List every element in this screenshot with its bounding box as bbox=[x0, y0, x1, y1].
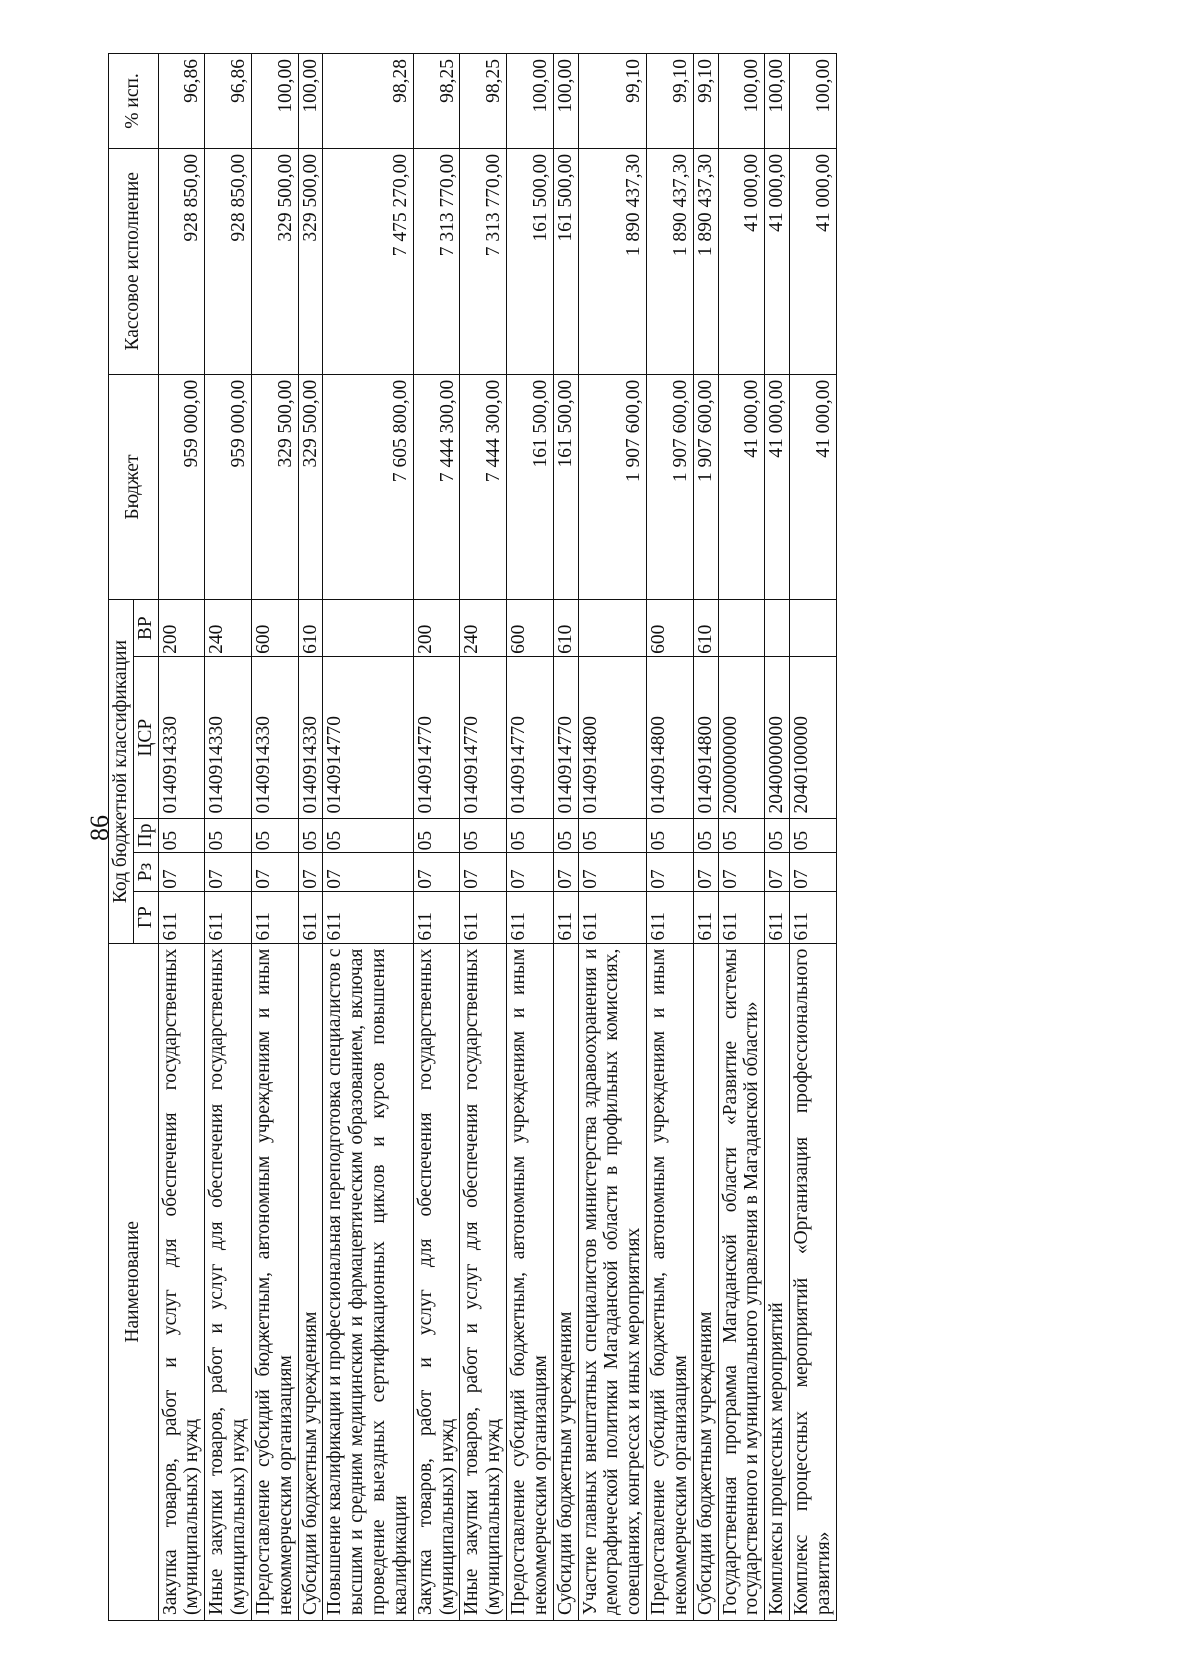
budget-table bbox=[108, 53, 837, 1621]
cell-pr: 05 bbox=[251, 819, 298, 853]
cell-percent: 96,86 bbox=[205, 54, 252, 149]
header-execution: Кассовое исполнение bbox=[109, 148, 159, 374]
cell-rz: 07 bbox=[718, 853, 765, 891]
cell-vr: 240 bbox=[460, 600, 507, 656]
cell-execution: 1 890 437,30 bbox=[647, 148, 694, 374]
cell-vr: 600 bbox=[647, 600, 694, 656]
cell-vr: 600 bbox=[507, 600, 554, 656]
cell-execution: 1 890 437,30 bbox=[578, 148, 646, 374]
cell-rz: 07 bbox=[790, 853, 837, 891]
cell-vr: 200 bbox=[158, 600, 205, 656]
cell-name: Иные закупки товаров, работ и услуг для обеспечения государственных (муниципальных) нужд bbox=[205, 943, 252, 1620]
cell-vr: 240 bbox=[205, 600, 252, 656]
table-row bbox=[693, 54, 718, 1621]
cell-gr: 611 bbox=[718, 891, 765, 943]
cell-percent: 100,00 bbox=[507, 54, 554, 149]
cell-rz: 07 bbox=[323, 853, 413, 891]
cell-percent: 100,00 bbox=[553, 54, 578, 149]
cell-pr: 05 bbox=[205, 819, 252, 853]
cell-gr: 611 bbox=[693, 891, 718, 943]
cell-rz: 07 bbox=[460, 853, 507, 891]
cell-percent: 100,00 bbox=[718, 54, 765, 149]
cell-name: Повышение квалификации и профессиональная переподготовка специалистов с высшим и средним медицинским и фармацевтическим образованием, включая проведение выездных сертификационных циклов и курсов повышения квалификации bbox=[323, 943, 413, 1620]
cell-budget: 7 444 300,00 bbox=[413, 374, 460, 600]
cell-percent: 98,25 bbox=[413, 54, 460, 149]
cell-pr: 05 bbox=[790, 819, 837, 853]
cell-budget: 1 907 600,00 bbox=[693, 374, 718, 600]
cell-execution: 1 890 437,30 bbox=[693, 148, 718, 374]
cell-execution: 7 475 270,00 bbox=[323, 148, 413, 374]
header-name: Наименование bbox=[109, 943, 159, 1620]
header-percent: % исп. bbox=[109, 54, 159, 149]
cell-csr: 0140914330 bbox=[251, 656, 298, 819]
header-budget: Бюджет bbox=[109, 374, 159, 600]
cell-pr: 05 bbox=[298, 819, 323, 853]
cell-gr: 611 bbox=[790, 891, 837, 943]
header-pr: Пр bbox=[133, 819, 158, 853]
cell-csr: 0140914770 bbox=[323, 656, 413, 819]
cell-pr: 05 bbox=[553, 819, 578, 853]
cell-vr bbox=[765, 600, 790, 656]
cell-budget: 7 605 800,00 bbox=[323, 374, 413, 600]
header-rz: Рз bbox=[133, 853, 158, 891]
cell-budget: 959 000,00 bbox=[158, 374, 205, 600]
cell-vr bbox=[578, 600, 646, 656]
cell-vr: 610 bbox=[553, 600, 578, 656]
cell-execution: 928 850,00 bbox=[205, 148, 252, 374]
cell-vr bbox=[790, 600, 837, 656]
cell-rz: 07 bbox=[765, 853, 790, 891]
cell-name: Предоставление субсидий бюджетным, автономным учреждениям и иным некоммерческим организациям bbox=[507, 943, 554, 1620]
cell-budget: 161 500,00 bbox=[553, 374, 578, 600]
header-code-group: Код бюджетной классификации bbox=[109, 600, 134, 943]
cell-pr: 05 bbox=[158, 819, 205, 853]
cell-gr: 611 bbox=[323, 891, 413, 943]
cell-percent: 98,25 bbox=[460, 54, 507, 149]
header-gr: ГР bbox=[133, 891, 158, 943]
table-row bbox=[507, 54, 554, 1621]
cell-name: Государственная программа Магаданской области «Развитие системы государственного и муниципального управления в Магаданской области» bbox=[718, 943, 765, 1620]
table-row bbox=[718, 54, 765, 1621]
cell-pr: 05 bbox=[647, 819, 694, 853]
cell-budget: 161 500,00 bbox=[507, 374, 554, 600]
cell-execution: 41 000,00 bbox=[765, 148, 790, 374]
cell-pr: 05 bbox=[765, 819, 790, 853]
cell-execution: 928 850,00 bbox=[158, 148, 205, 374]
cell-csr: 0140914330 bbox=[158, 656, 205, 819]
cell-name: Субсидии бюджетным учреждениям bbox=[693, 943, 718, 1620]
cell-gr: 611 bbox=[205, 891, 252, 943]
cell-percent: 99,10 bbox=[578, 54, 646, 149]
cell-csr: 0140914800 bbox=[578, 656, 646, 819]
cell-execution: 161 500,00 bbox=[507, 148, 554, 374]
cell-name: Предоставление субсидий бюджетным, автономным учреждениям и иным некоммерческим организациям bbox=[251, 943, 298, 1620]
cell-gr: 611 bbox=[413, 891, 460, 943]
cell-percent: 100,00 bbox=[765, 54, 790, 149]
cell-csr: 0140914330 bbox=[205, 656, 252, 819]
cell-rz: 07 bbox=[507, 853, 554, 891]
cell-rz: 07 bbox=[205, 853, 252, 891]
cell-rz: 07 bbox=[251, 853, 298, 891]
cell-budget: 7 444 300,00 bbox=[460, 374, 507, 600]
cell-gr: 611 bbox=[765, 891, 790, 943]
cell-rz: 07 bbox=[693, 853, 718, 891]
cell-percent: 99,10 bbox=[693, 54, 718, 149]
cell-pr: 05 bbox=[413, 819, 460, 853]
cell-pr: 05 bbox=[507, 819, 554, 853]
cell-percent: 100,00 bbox=[790, 54, 837, 149]
cell-name: Предоставление субсидий бюджетным, автономным учреждениям и иным некоммерческим организациям bbox=[647, 943, 694, 1620]
cell-csr: 0140914800 bbox=[693, 656, 718, 819]
cell-percent: 98,28 bbox=[323, 54, 413, 149]
cell-csr: 0140914770 bbox=[460, 656, 507, 819]
cell-vr: 610 bbox=[298, 600, 323, 656]
cell-vr bbox=[718, 600, 765, 656]
cell-gr: 611 bbox=[298, 891, 323, 943]
cell-pr: 05 bbox=[460, 819, 507, 853]
cell-csr: 0140914800 bbox=[647, 656, 694, 819]
table-row bbox=[647, 54, 694, 1621]
cell-vr: 610 bbox=[693, 600, 718, 656]
cell-csr: 0140914770 bbox=[507, 656, 554, 819]
cell-budget: 329 500,00 bbox=[251, 374, 298, 600]
page-number: 86 bbox=[85, 815, 114, 841]
cell-gr: 611 bbox=[507, 891, 554, 943]
cell-name: Закупка товаров, работ и услуг для обеспечения государственных (муниципальных) нужд bbox=[158, 943, 205, 1620]
cell-rz: 07 bbox=[158, 853, 205, 891]
header-csr: ЦСР bbox=[133, 656, 158, 819]
cell-execution: 41 000,00 bbox=[718, 148, 765, 374]
header-row-1 bbox=[109, 54, 134, 1621]
cell-budget: 1 907 600,00 bbox=[578, 374, 646, 600]
cell-pr: 05 bbox=[578, 819, 646, 853]
cell-execution: 329 500,00 bbox=[298, 148, 323, 374]
cell-pr: 05 bbox=[323, 819, 413, 853]
cell-budget: 41 000,00 bbox=[790, 374, 837, 600]
cell-vr: 600 bbox=[251, 600, 298, 656]
cell-percent: 99,10 bbox=[647, 54, 694, 149]
cell-name: Комплекс процессных мероприятий «Организация профессионального развития» bbox=[790, 943, 837, 1620]
table-row bbox=[158, 54, 205, 1621]
cell-execution: 329 500,00 bbox=[251, 148, 298, 374]
cell-csr: 0140914770 bbox=[413, 656, 460, 819]
table-row bbox=[251, 54, 298, 1621]
cell-csr: 2040000000 bbox=[765, 656, 790, 819]
cell-budget: 1 907 600,00 bbox=[647, 374, 694, 600]
cell-pr: 05 bbox=[718, 819, 765, 853]
cell-budget: 329 500,00 bbox=[298, 374, 323, 600]
cell-execution: 161 500,00 bbox=[553, 148, 578, 374]
cell-gr: 611 bbox=[460, 891, 507, 943]
cell-name: Субсидии бюджетным учреждениям bbox=[553, 943, 578, 1620]
cell-gr: 611 bbox=[578, 891, 646, 943]
table-row bbox=[578, 54, 646, 1621]
cell-budget: 959 000,00 bbox=[205, 374, 252, 600]
cell-percent: 100,00 bbox=[251, 54, 298, 149]
cell-name: Комплексы процессных мероприятий bbox=[765, 943, 790, 1620]
table-row bbox=[765, 54, 790, 1621]
table-row bbox=[790, 54, 837, 1621]
cell-rz: 07 bbox=[413, 853, 460, 891]
cell-rz: 07 bbox=[553, 853, 578, 891]
cell-percent: 100,00 bbox=[298, 54, 323, 149]
cell-rz: 07 bbox=[647, 853, 694, 891]
cell-gr: 611 bbox=[647, 891, 694, 943]
cell-vr bbox=[323, 600, 413, 656]
cell-vr: 200 bbox=[413, 600, 460, 656]
cell-csr: 2000000000 bbox=[718, 656, 765, 819]
table-body bbox=[158, 54, 836, 1621]
header-vr: ВР bbox=[133, 600, 158, 656]
cell-execution: 41 000,00 bbox=[790, 148, 837, 374]
cell-execution: 7 313 770,00 bbox=[460, 148, 507, 374]
table-row bbox=[323, 54, 413, 1621]
cell-name: Закупка товаров, работ и услуг для обеспечения государственных (муниципальных) нужд bbox=[413, 943, 460, 1620]
cell-gr: 611 bbox=[251, 891, 298, 943]
cell-csr: 0140914770 bbox=[553, 656, 578, 819]
cell-gr: 611 bbox=[158, 891, 205, 943]
cell-name: Иные закупки товаров, работ и услуг для обеспечения государственных (муниципальных) нужд bbox=[460, 943, 507, 1620]
table-row bbox=[460, 54, 507, 1621]
cell-execution: 7 313 770,00 bbox=[413, 148, 460, 374]
cell-percent: 96,86 bbox=[158, 54, 205, 149]
cell-gr: 611 bbox=[553, 891, 578, 943]
cell-pr: 05 bbox=[693, 819, 718, 853]
cell-name: Участие главных внештатных специалистов министерства здравоохранения и демографической политики Магаданской области в профильных комиссиях, совещаниях, конгрессах и иных мероприятиях bbox=[578, 943, 646, 1620]
cell-csr: 0140914330 bbox=[298, 656, 323, 819]
cell-name: Субсидии бюджетным учреждениям bbox=[298, 943, 323, 1620]
table-row bbox=[553, 54, 578, 1621]
cell-budget: 41 000,00 bbox=[765, 374, 790, 600]
cell-rz: 07 bbox=[578, 853, 646, 891]
table-row bbox=[413, 54, 460, 1621]
table-row bbox=[205, 54, 252, 1621]
cell-csr: 2040100000 bbox=[790, 656, 837, 819]
table-row bbox=[298, 54, 323, 1621]
cell-budget: 41 000,00 bbox=[718, 374, 765, 600]
cell-rz: 07 bbox=[298, 853, 323, 891]
